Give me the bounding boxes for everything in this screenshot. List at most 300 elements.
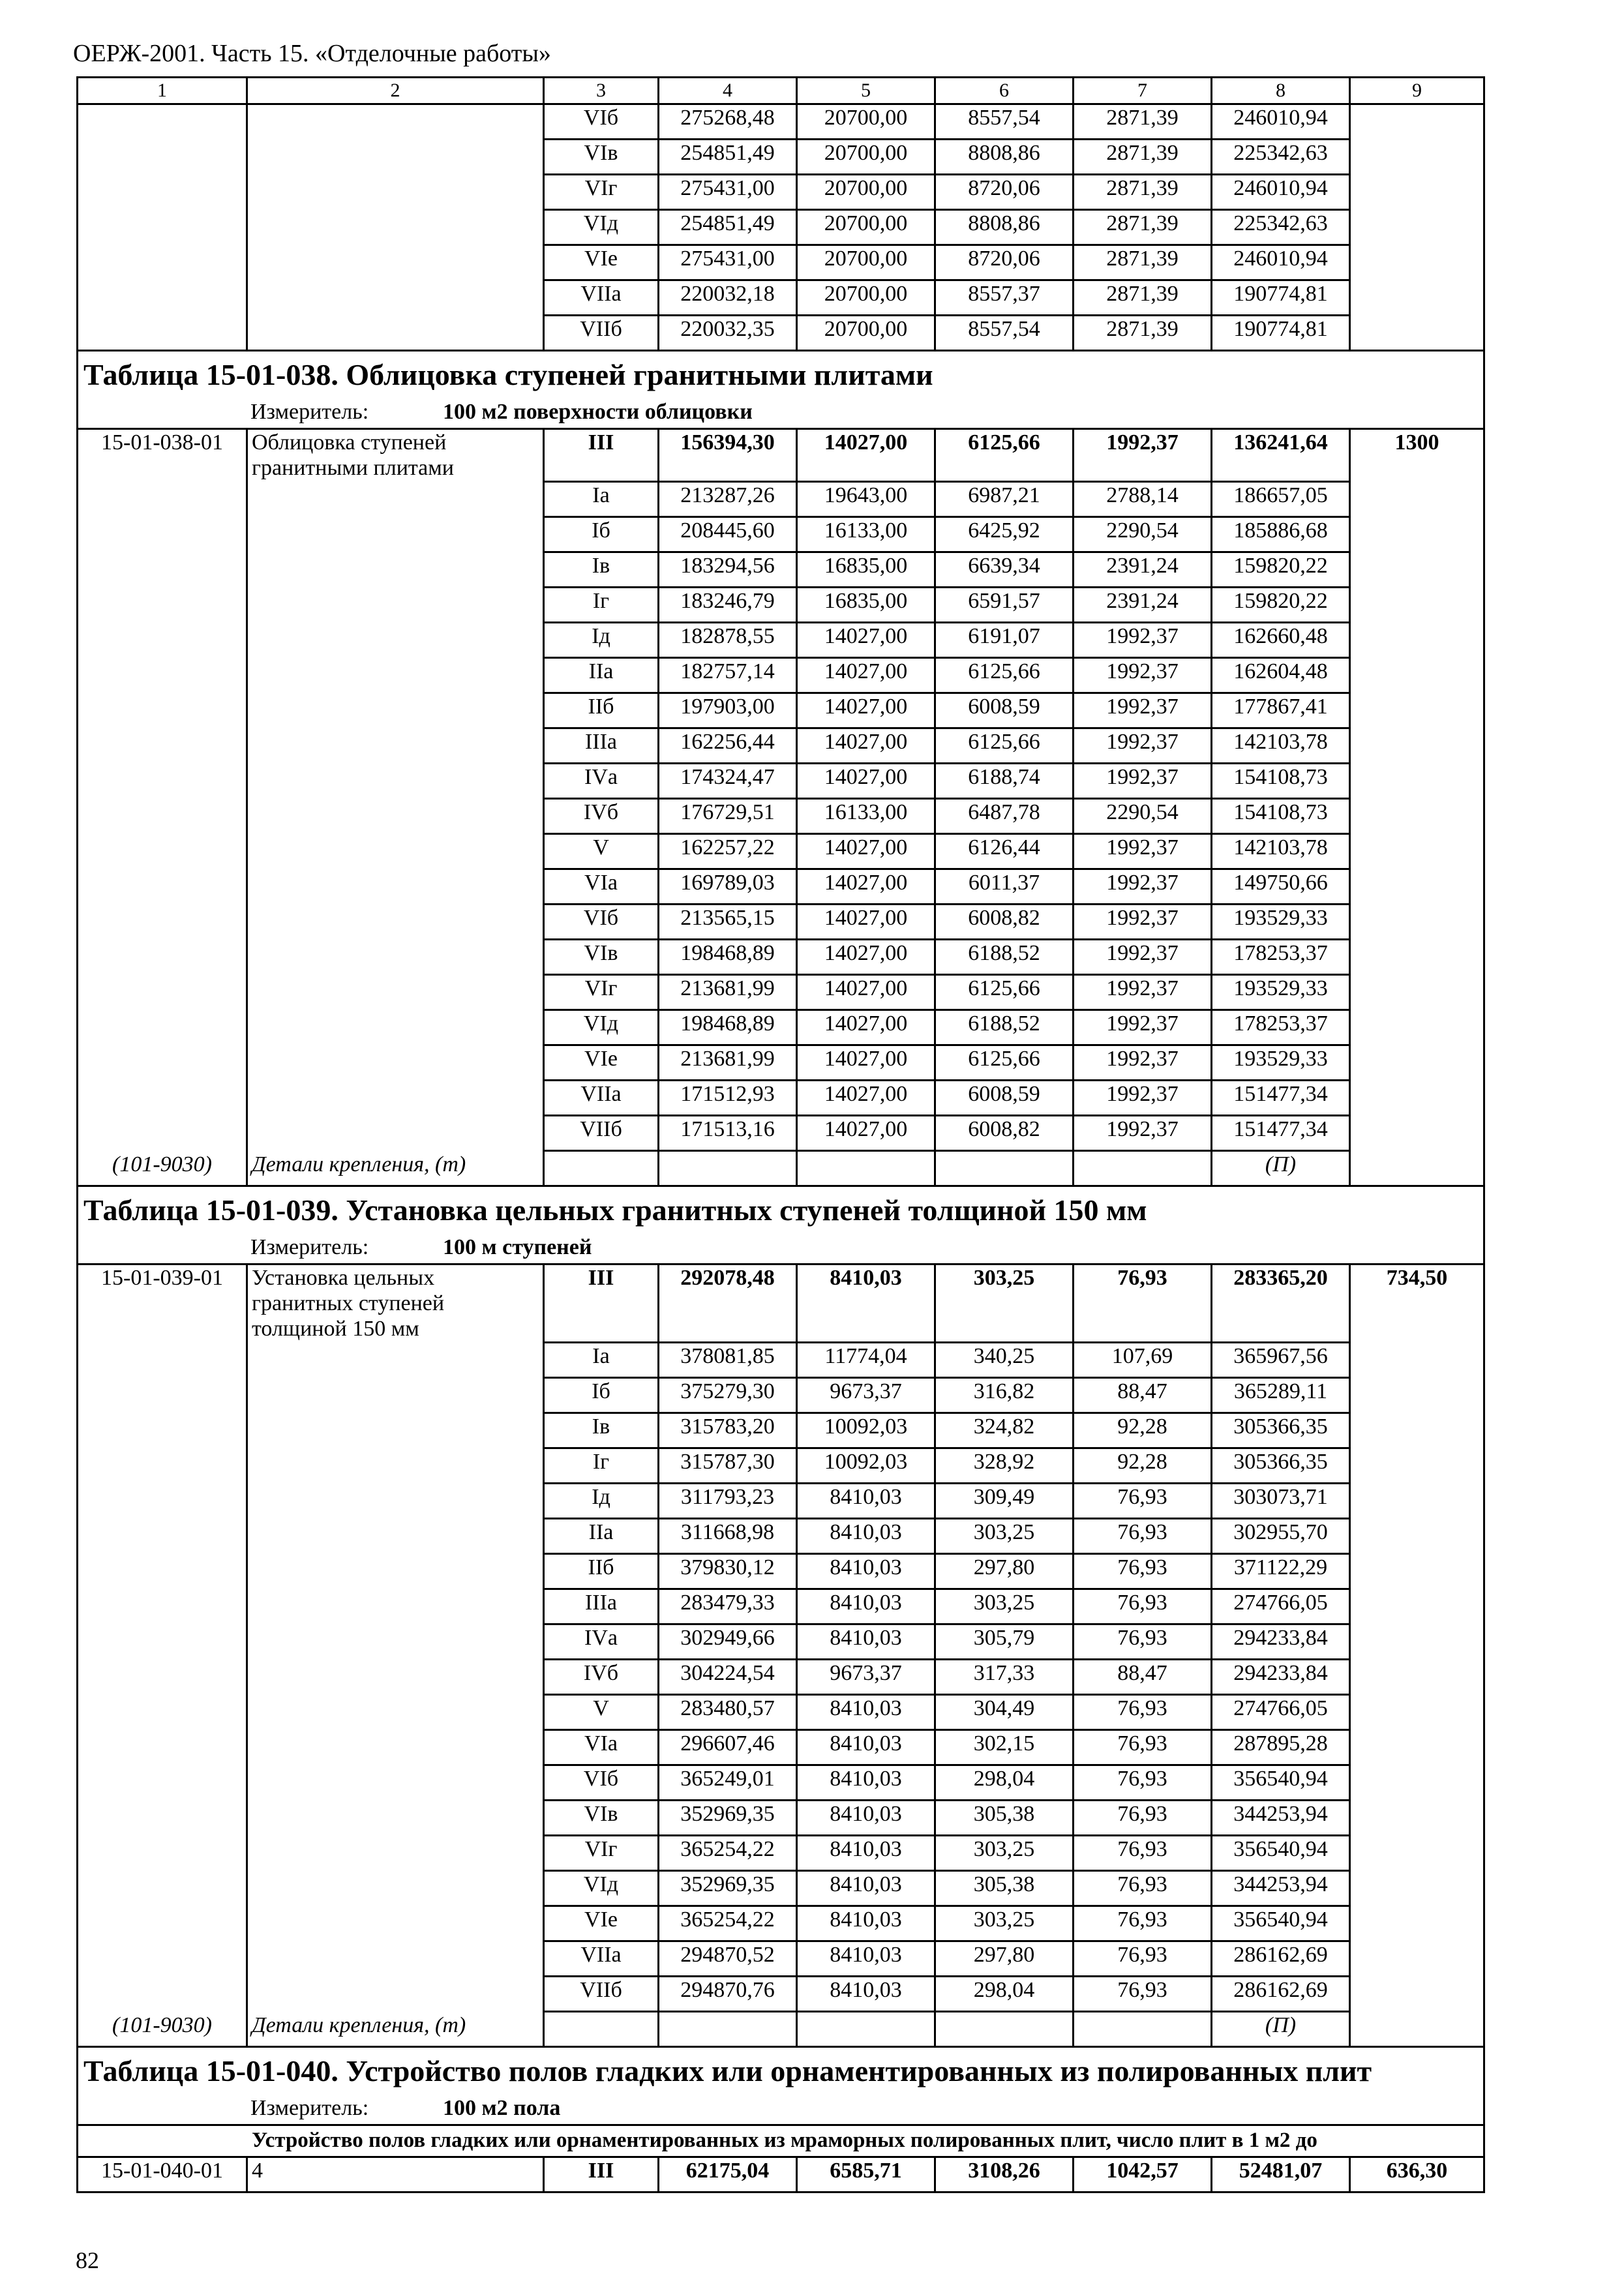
value-cell: 151477,34 bbox=[1212, 1080, 1350, 1115]
zone-cell: VIIб bbox=[544, 1115, 659, 1150]
table-row bbox=[78, 516, 1484, 552]
value-cell: 302,15 bbox=[935, 1730, 1074, 1765]
value-cell: 92,28 bbox=[1074, 1413, 1212, 1448]
value-cell: 14027,00 bbox=[797, 1080, 935, 1115]
code-cell bbox=[78, 1010, 247, 1045]
zone-cell: Iг bbox=[544, 1448, 659, 1484]
code-cell bbox=[78, 210, 247, 245]
name-cell bbox=[247, 1765, 544, 1801]
table-row bbox=[78, 245, 1484, 280]
value-cell: 296607,46 bbox=[659, 1730, 797, 1765]
value-cell: 356540,94 bbox=[1212, 1765, 1350, 1801]
value-cell: 365254,22 bbox=[659, 1906, 797, 1941]
value-cell: 213681,99 bbox=[659, 974, 797, 1010]
table-row bbox=[78, 1660, 1484, 1695]
value-cell: 14027,00 bbox=[797, 1045, 935, 1080]
zone-cell: IIа bbox=[544, 657, 659, 693]
name-cell bbox=[247, 280, 544, 316]
value-cell: 76,93 bbox=[1074, 1589, 1212, 1624]
value-cell: 297,80 bbox=[935, 1941, 1074, 1977]
value-cell: 14027,00 bbox=[797, 622, 935, 657]
value-cell: 162604,48 bbox=[1212, 657, 1350, 693]
value-cell: 365254,22 bbox=[659, 1836, 797, 1871]
value-cell: 274766,05 bbox=[1212, 1695, 1350, 1730]
code-cell bbox=[78, 939, 247, 974]
code-cell: 15-01-040-01 bbox=[78, 2157, 247, 2192]
value-cell: 178253,37 bbox=[1212, 939, 1350, 974]
value-cell: 298,04 bbox=[935, 1977, 1074, 2012]
name-cell bbox=[247, 1413, 544, 1448]
value-cell: 213681,99 bbox=[659, 1045, 797, 1080]
footnote-name: Детали крепления, (т) bbox=[247, 2012, 544, 2047]
value-cell: 1992,37 bbox=[1074, 1010, 1212, 1045]
zone-cell: IIIа bbox=[544, 1589, 659, 1624]
extra-cell bbox=[1350, 657, 1484, 693]
table-row bbox=[78, 728, 1484, 763]
value-cell: 275431,00 bbox=[659, 175, 797, 210]
measure-label: Измеритель: bbox=[250, 2095, 369, 2120]
value-cell: 76,93 bbox=[1074, 1836, 1212, 1871]
value-cell: 159820,22 bbox=[1212, 552, 1350, 587]
value-cell: 6585,71 bbox=[797, 2157, 935, 2192]
value-cell: 309,49 bbox=[935, 1484, 1074, 1519]
code-cell bbox=[78, 1080, 247, 1115]
zone-cell: Iб bbox=[544, 516, 659, 552]
value-cell: 302949,66 bbox=[659, 1624, 797, 1660]
code-cell bbox=[78, 1519, 247, 1554]
value-cell: 142103,78 bbox=[1212, 728, 1350, 763]
value-cell: 198468,89 bbox=[659, 1010, 797, 1045]
code-cell bbox=[78, 1413, 247, 1448]
value-cell: 6125,66 bbox=[935, 1045, 1074, 1080]
zone-cell: Iд bbox=[544, 1484, 659, 1519]
value-cell: 190774,81 bbox=[1212, 316, 1350, 351]
value-cell: 2391,24 bbox=[1074, 587, 1212, 622]
value-cell: 2290,54 bbox=[1074, 516, 1212, 552]
column-number: 5 bbox=[797, 78, 935, 104]
value-cell: 183246,79 bbox=[659, 587, 797, 622]
value-cell bbox=[797, 1150, 935, 1186]
value-cell: 303073,71 bbox=[1212, 1484, 1350, 1519]
zone-cell: VIе bbox=[544, 1906, 659, 1941]
extra-cell bbox=[1350, 728, 1484, 763]
value-cell: 6591,57 bbox=[935, 587, 1074, 622]
table-row bbox=[78, 1010, 1484, 1045]
value-cell: 16835,00 bbox=[797, 587, 935, 622]
table-row bbox=[78, 1871, 1484, 1906]
value-cell: 304224,54 bbox=[659, 1660, 797, 1695]
extra-cell bbox=[1350, 1115, 1484, 1150]
value-cell: 305,38 bbox=[935, 1871, 1074, 1906]
zone-cell: IIб bbox=[544, 1554, 659, 1589]
value-cell: 6125,66 bbox=[935, 428, 1074, 481]
value-cell: 2871,39 bbox=[1074, 210, 1212, 245]
page-number: 82 bbox=[76, 2247, 99, 2273]
value-cell: 317,33 bbox=[935, 1660, 1074, 1695]
column-number: 9 bbox=[1350, 78, 1484, 104]
value-cell bbox=[1074, 1150, 1212, 1186]
value-cell: 149750,66 bbox=[1212, 869, 1350, 904]
value-cell: 14027,00 bbox=[797, 974, 935, 1010]
value-cell: 8808,86 bbox=[935, 140, 1074, 175]
name-cell bbox=[247, 104, 544, 140]
name-cell bbox=[247, 1977, 544, 2012]
table-row bbox=[78, 552, 1484, 587]
value-cell: 379830,12 bbox=[659, 1554, 797, 1589]
value-cell: 1992,37 bbox=[1074, 1045, 1212, 1080]
value-cell: 8410,03 bbox=[797, 1906, 935, 1941]
measure-cell bbox=[78, 2094, 1484, 2125]
value-cell: 8410,03 bbox=[797, 1977, 935, 2012]
name-cell bbox=[247, 1801, 544, 1836]
value-cell: 8410,03 bbox=[797, 1765, 935, 1801]
extra-cell bbox=[1350, 516, 1484, 552]
extra-cell bbox=[1350, 587, 1484, 622]
value-cell bbox=[659, 1150, 797, 1186]
value-cell: 6191,07 bbox=[935, 622, 1074, 657]
value-cell: 8557,37 bbox=[935, 280, 1074, 316]
footnote-row bbox=[78, 2012, 1484, 2047]
extra-cell bbox=[1350, 974, 1484, 1010]
value-cell: 8410,03 bbox=[797, 1484, 935, 1519]
value-cell: 292078,48 bbox=[659, 1264, 797, 1342]
table-row bbox=[78, 763, 1484, 798]
table-row bbox=[78, 1080, 1484, 1115]
value-cell: 1992,37 bbox=[1074, 428, 1212, 481]
name-cell bbox=[247, 869, 544, 904]
value-cell: 246010,94 bbox=[1212, 175, 1350, 210]
zone-cell: VIIа bbox=[544, 1941, 659, 1977]
value-cell: 8410,03 bbox=[797, 1589, 935, 1624]
extra-cell bbox=[1350, 2012, 1484, 2047]
code-cell bbox=[78, 1871, 247, 1906]
value-cell: 304,49 bbox=[935, 1695, 1074, 1730]
value-cell: 88,47 bbox=[1074, 1660, 1212, 1695]
value-cell: 8410,03 bbox=[797, 1695, 935, 1730]
name-cell bbox=[247, 1484, 544, 1519]
extra-cell bbox=[1350, 1977, 1484, 2012]
value-cell: 303,25 bbox=[935, 1589, 1074, 1624]
value-cell: 182878,55 bbox=[659, 622, 797, 657]
column-number: 3 bbox=[544, 78, 659, 104]
table-title: Таблица 15-01-038. Облицовка ступеней гранитными плитами bbox=[78, 351, 1484, 398]
table-row bbox=[78, 481, 1484, 516]
table-row bbox=[78, 1115, 1484, 1150]
name-cell bbox=[247, 622, 544, 657]
value-cell: 213565,15 bbox=[659, 904, 797, 939]
extra-cell bbox=[1350, 798, 1484, 833]
measure-value: 100 м2 пола bbox=[443, 2095, 561, 2120]
value-cell: 16133,00 bbox=[797, 798, 935, 833]
table-row bbox=[78, 1906, 1484, 1941]
value-cell: 246010,94 bbox=[1212, 104, 1350, 140]
extra-cell bbox=[1350, 280, 1484, 316]
value-cell: 1992,37 bbox=[1074, 763, 1212, 798]
value-cell: 375279,30 bbox=[659, 1378, 797, 1413]
name-cell: 4 bbox=[247, 2157, 544, 2192]
value-cell: 8410,03 bbox=[797, 1730, 935, 1765]
extra-cell bbox=[1350, 1836, 1484, 1871]
value-cell: 297,80 bbox=[935, 1554, 1074, 1589]
value-cell: 1992,37 bbox=[1074, 728, 1212, 763]
table-row bbox=[78, 1941, 1484, 1977]
value-cell: 220032,18 bbox=[659, 280, 797, 316]
extra-cell bbox=[1350, 175, 1484, 210]
value-cell: 14027,00 bbox=[797, 869, 935, 904]
extra-cell bbox=[1350, 1554, 1484, 1589]
value-cell: 1992,37 bbox=[1074, 869, 1212, 904]
value-cell: 220032,35 bbox=[659, 316, 797, 351]
value-cell: 2871,39 bbox=[1074, 280, 1212, 316]
name-cell bbox=[247, 1589, 544, 1624]
value-cell: 365289,11 bbox=[1212, 1378, 1350, 1413]
value-cell: 76,93 bbox=[1074, 1871, 1212, 1906]
zone-cell: III bbox=[544, 428, 659, 481]
code-cell bbox=[78, 1624, 247, 1660]
value-cell bbox=[935, 1150, 1074, 1186]
value-cell: 8410,03 bbox=[797, 1554, 935, 1589]
measure-label: Измеритель: bbox=[250, 1234, 369, 1259]
footnote-code: (101-9030) bbox=[78, 1150, 247, 1186]
value-cell: 356540,94 bbox=[1212, 1906, 1350, 1941]
page-header: ОЕРЖ-2001. Часть 15. «Отделочные работы» bbox=[73, 40, 551, 67]
value-cell: 76,93 bbox=[1074, 1554, 1212, 1589]
value-cell: 2871,39 bbox=[1074, 175, 1212, 210]
extra-cell: 1300 bbox=[1350, 428, 1484, 481]
value-cell: 274766,05 bbox=[1212, 1589, 1350, 1624]
value-cell: 6008,82 bbox=[935, 1115, 1074, 1150]
value-cell: 6487,78 bbox=[935, 798, 1074, 833]
value-cell: 287895,28 bbox=[1212, 1730, 1350, 1765]
code-cell bbox=[78, 104, 247, 140]
extra-cell bbox=[1350, 1080, 1484, 1115]
value-cell: 156394,30 bbox=[659, 428, 797, 481]
value-cell: 315783,20 bbox=[659, 1413, 797, 1448]
table-row bbox=[78, 974, 1484, 1010]
extra-cell bbox=[1350, 104, 1484, 140]
value-cell: 174324,47 bbox=[659, 763, 797, 798]
value-cell: 193529,33 bbox=[1212, 904, 1350, 939]
value-cell bbox=[544, 1150, 659, 1186]
extra-cell bbox=[1350, 481, 1484, 516]
table-row bbox=[78, 1801, 1484, 1836]
code-cell bbox=[78, 175, 247, 210]
value-cell: 275431,00 bbox=[659, 245, 797, 280]
code-cell bbox=[78, 622, 247, 657]
column-number: 7 bbox=[1074, 78, 1212, 104]
value-cell: 76,93 bbox=[1074, 1941, 1212, 1977]
value-cell: 316,82 bbox=[935, 1378, 1074, 1413]
extra-cell bbox=[1350, 245, 1484, 280]
value-cell: 283480,57 bbox=[659, 1695, 797, 1730]
table-row bbox=[78, 280, 1484, 316]
value-cell bbox=[935, 2012, 1074, 2047]
extra-cell bbox=[1350, 140, 1484, 175]
value-cell: 14027,00 bbox=[797, 763, 935, 798]
value-cell: 8720,06 bbox=[935, 245, 1074, 280]
value-cell: 1992,37 bbox=[1074, 693, 1212, 728]
table-row bbox=[78, 1343, 1484, 1378]
value-cell: 142103,78 bbox=[1212, 833, 1350, 869]
footnote-value: (П) bbox=[1212, 1150, 1350, 1186]
value-cell: 378081,85 bbox=[659, 1343, 797, 1378]
table-row bbox=[78, 1378, 1484, 1413]
zone-cell: IVб bbox=[544, 1660, 659, 1695]
value-cell: 6987,21 bbox=[935, 481, 1074, 516]
value-cell: 294233,84 bbox=[1212, 1624, 1350, 1660]
value-cell: 14027,00 bbox=[797, 428, 935, 481]
table-row bbox=[78, 1695, 1484, 1730]
extra-cell bbox=[1350, 833, 1484, 869]
value-cell: 182757,14 bbox=[659, 657, 797, 693]
table-row bbox=[78, 210, 1484, 245]
value-cell: 286162,69 bbox=[1212, 1977, 1350, 2012]
value-cell: 1992,37 bbox=[1074, 1080, 1212, 1115]
name-cell bbox=[247, 798, 544, 833]
zone-cell: IVб bbox=[544, 798, 659, 833]
value-cell: 6008,59 bbox=[935, 1080, 1074, 1115]
value-cell: 303,25 bbox=[935, 1906, 1074, 1941]
value-cell: 8410,03 bbox=[797, 1519, 935, 1554]
table-row bbox=[78, 1484, 1484, 1519]
zone-cell: VIв bbox=[544, 1801, 659, 1836]
value-cell: 16835,00 bbox=[797, 552, 935, 587]
value-cell: 76,93 bbox=[1074, 1906, 1212, 1941]
value-cell: 365967,56 bbox=[1212, 1343, 1350, 1378]
value-cell: 162257,22 bbox=[659, 833, 797, 869]
value-cell: 371122,29 bbox=[1212, 1554, 1350, 1589]
value-cell: 20700,00 bbox=[797, 140, 935, 175]
table-body bbox=[78, 78, 1484, 2192]
value-cell: 8410,03 bbox=[797, 1836, 935, 1871]
footnote-code: (101-9030) bbox=[78, 2012, 247, 2047]
code-cell bbox=[78, 245, 247, 280]
subheading: Устройство полов гладких или орнаментированных из мраморных полированных плит, число плит в 1 м2 до bbox=[247, 2125, 1484, 2157]
value-cell: 6126,44 bbox=[935, 833, 1074, 869]
zone-cell: VIг bbox=[544, 175, 659, 210]
code-cell bbox=[78, 1730, 247, 1765]
name-cell bbox=[247, 552, 544, 587]
value-cell: 283365,20 bbox=[1212, 1264, 1350, 1342]
code-cell bbox=[78, 1941, 247, 1977]
extra-cell bbox=[1350, 1624, 1484, 1660]
zone-cell: VIв bbox=[544, 140, 659, 175]
table-row bbox=[78, 140, 1484, 175]
value-cell: 213287,26 bbox=[659, 481, 797, 516]
name-cell: Установка цельных гранитных ступеней толщиной 150 мм bbox=[247, 1264, 544, 1342]
value-cell: 14027,00 bbox=[797, 939, 935, 974]
value-cell: 19643,00 bbox=[797, 481, 935, 516]
column-number: 4 bbox=[659, 78, 797, 104]
name-cell bbox=[247, 1871, 544, 1906]
value-cell: 6008,82 bbox=[935, 904, 1074, 939]
table-title-row bbox=[78, 1186, 1484, 1233]
value-cell: 186657,05 bbox=[1212, 481, 1350, 516]
column-number: 1 bbox=[78, 78, 247, 104]
zone-cell: VIIа bbox=[544, 1080, 659, 1115]
value-cell: 6639,34 bbox=[935, 552, 1074, 587]
value-cell: 76,93 bbox=[1074, 1624, 1212, 1660]
value-cell: 183294,56 bbox=[659, 552, 797, 587]
value-cell: 178253,37 bbox=[1212, 1010, 1350, 1045]
value-cell: 286162,69 bbox=[1212, 1941, 1350, 1977]
name-cell bbox=[247, 1519, 544, 1554]
price-table bbox=[76, 76, 1485, 2193]
name-cell bbox=[247, 516, 544, 552]
value-cell: 185886,68 bbox=[1212, 516, 1350, 552]
code-cell bbox=[78, 798, 247, 833]
value-cell: 344253,94 bbox=[1212, 1801, 1350, 1836]
name-cell bbox=[247, 657, 544, 693]
extra-cell bbox=[1350, 316, 1484, 351]
name-cell bbox=[247, 1730, 544, 1765]
extra-cell bbox=[1350, 1906, 1484, 1941]
extra-cell bbox=[1350, 1589, 1484, 1624]
value-cell: 6188,74 bbox=[935, 763, 1074, 798]
code-cell: 15-01-038-01 bbox=[78, 428, 247, 481]
value-cell: 92,28 bbox=[1074, 1448, 1212, 1484]
zone-cell: VIIа bbox=[544, 280, 659, 316]
zone-cell: VIд bbox=[544, 1010, 659, 1045]
extra-cell bbox=[1350, 1413, 1484, 1448]
value-cell: 8410,03 bbox=[797, 1624, 935, 1660]
value-cell: 14027,00 bbox=[797, 904, 935, 939]
value-cell: 246010,94 bbox=[1212, 245, 1350, 280]
value-cell: 6125,66 bbox=[935, 657, 1074, 693]
value-cell: 1992,37 bbox=[1074, 939, 1212, 974]
value-cell: 177867,41 bbox=[1212, 693, 1350, 728]
footnote-row bbox=[78, 1150, 1484, 1186]
table-row bbox=[78, 428, 1484, 481]
value-cell: 76,93 bbox=[1074, 1484, 1212, 1519]
value-cell: 1992,37 bbox=[1074, 833, 1212, 869]
code-cell bbox=[78, 1115, 247, 1150]
value-cell: 2788,14 bbox=[1074, 481, 1212, 516]
table-row bbox=[78, 1624, 1484, 1660]
value-cell: 2871,39 bbox=[1074, 104, 1212, 140]
value-cell: 171512,93 bbox=[659, 1080, 797, 1115]
value-cell: 6188,52 bbox=[935, 1010, 1074, 1045]
value-cell: 76,93 bbox=[1074, 1695, 1212, 1730]
extra-cell bbox=[1350, 904, 1484, 939]
code-cell bbox=[78, 1378, 247, 1413]
value-cell: 1992,37 bbox=[1074, 622, 1212, 657]
value-cell: 52481,07 bbox=[1212, 2157, 1350, 2192]
zone-cell: IIб bbox=[544, 693, 659, 728]
value-cell: 9673,37 bbox=[797, 1378, 935, 1413]
name-cell bbox=[247, 1343, 544, 1378]
extra-cell bbox=[1350, 939, 1484, 974]
value-cell: 14027,00 bbox=[797, 693, 935, 728]
code-cell bbox=[78, 1554, 247, 1589]
code-cell bbox=[78, 1765, 247, 1801]
zone-cell: VIд bbox=[544, 1871, 659, 1906]
value-cell: 302955,70 bbox=[1212, 1519, 1350, 1554]
table-row bbox=[78, 904, 1484, 939]
value-cell: 365249,01 bbox=[659, 1765, 797, 1801]
value-cell: 356540,94 bbox=[1212, 1836, 1350, 1871]
value-cell: 8808,86 bbox=[935, 210, 1074, 245]
value-cell: 76,93 bbox=[1074, 1264, 1212, 1342]
zone-cell: V bbox=[544, 833, 659, 869]
zone-cell: VIг bbox=[544, 1836, 659, 1871]
name-cell bbox=[247, 587, 544, 622]
value-cell: 16133,00 bbox=[797, 516, 935, 552]
extra-cell bbox=[1350, 693, 1484, 728]
code-cell bbox=[78, 1589, 247, 1624]
value-cell: 2871,39 bbox=[1074, 245, 1212, 280]
table-row bbox=[78, 693, 1484, 728]
